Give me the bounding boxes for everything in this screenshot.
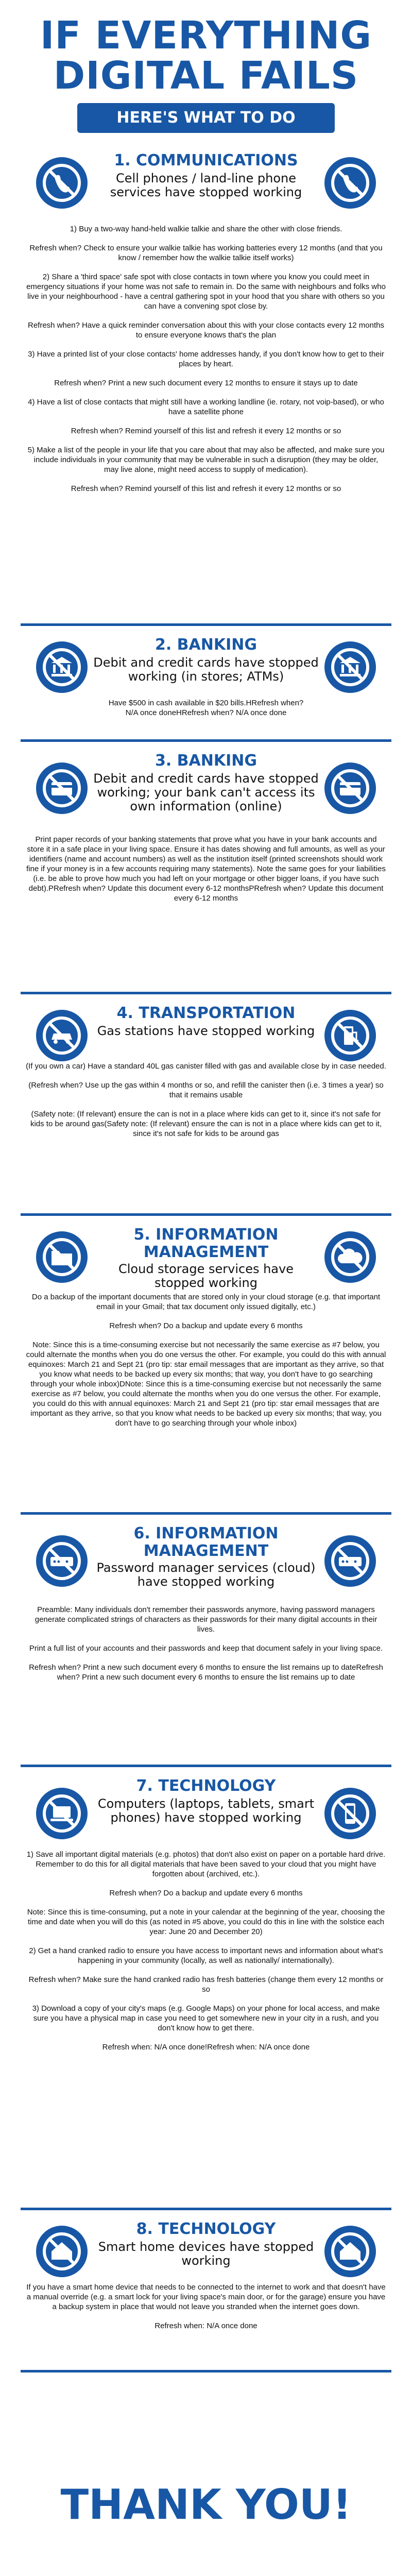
paragraph: Refresh when: N/A once done <box>154 2321 258 2330</box>
section-transportation <box>21 999 391 1216</box>
section-subtitle: Debit and credit cards have stopped working (in stores; ATMs) <box>93 655 319 684</box>
paragraph: Refresh when? Print a new such document every 6 months to ensure the list remains up to dateRefresh when? Print a new such document every 6 months to ensure the list remains up to date <box>29 1663 383 1682</box>
paragraph: 3) Download a copy of your city's maps (e.g. Google Maps) on your phone for local access, and make sure you have a physical map in case you need to get somewhere new in your city in a rush, and you don't know how to get there. <box>32 2004 380 2032</box>
section-title: 3. BANKING <box>154 752 258 770</box>
no-folder-icon <box>36 1231 88 1283</box>
section-body <box>26 1292 386 1437</box>
section-title: 5. INFORMATION MANAGEMENT <box>133 1226 279 1261</box>
section-divider <box>21 2370 391 2372</box>
no-password-icon <box>36 1535 88 1587</box>
no-card-icon <box>324 762 376 814</box>
no-car-icon <box>36 1010 88 1061</box>
section-body <box>26 1061 386 1148</box>
section-divider <box>21 739 391 742</box>
section-body <box>26 1605 386 1691</box>
page-subtitle-banner: HERE'S WHAT TO DO <box>77 103 335 133</box>
section-communications <box>21 147 391 621</box>
no-gas-icon <box>324 1010 376 1061</box>
section-subtitle: Smart home devices have stopped working <box>98 2240 314 2268</box>
section-title: 8. TECHNOLOGY <box>136 2220 276 2238</box>
section-subtitle: Gas stations have stopped working <box>97 1024 315 1038</box>
paragraph: 5) Make a list of the people in your life that you care about that may also be affected, and make sure you include individuals in your community that may be vulnerable in such a disruption (they may be older, may live alone, might need access to supply of medication). <box>27 446 385 474</box>
section-subtitle: Cell phones / land-line phone services have stopped working <box>110 171 302 199</box>
section-title: 1. COMMUNICATIONS <box>114 151 298 170</box>
section-subtitle: Debit and credit cards have stopped working; your bank can't access its own information (online) <box>93 771 319 814</box>
section-body <box>103 698 309 727</box>
paragraph: Refresh when? Have a quick reminder conversation about this with your close contacts every 12 months to ensure everyone knows that's the plan <box>27 321 384 340</box>
section-divider <box>21 2208 391 2210</box>
paragraph: 1) Buy a two-way hand-held walkie talkie and share the other with close friends. <box>70 225 342 233</box>
paragraph: 4) Have a list of close contacts that might still have a working landline (ie. rotary, not voip-based), or who have a satellite phone <box>28 398 384 416</box>
no-cloud-icon <box>324 1231 376 1283</box>
section-subtitle: Computers (laptops, tablets, smart phones) have stopped working <box>97 1797 315 1825</box>
paragraph: (Refresh when? Use up the gas within 4 months or so, and refill the canister then (i.e. 3 times a year) so that it remains usable <box>28 1081 384 1099</box>
no-phone-device-icon <box>324 1788 376 1839</box>
section-subtitle: Cloud storage services have stopped working <box>118 1262 294 1290</box>
section-divider <box>21 623 391 626</box>
section-title: 2. BANKING <box>154 636 258 654</box>
section-divider <box>21 1512 391 1515</box>
section-divider <box>21 1765 391 1767</box>
paragraph: Refresh when? Make sure the hand cranked radio has fresh batteries (change them every 12 months or so <box>28 1975 384 1994</box>
page-title: IF EVERYTHING DIGITAL FAILS <box>40 13 372 98</box>
section-technology-smart-home <box>21 2215 391 2442</box>
paragraph: 2) Get a hand cranked radio to ensure you have access to important news and information about what's happening in your community (locally, as well as nationally/ internationally). <box>29 1946 383 1965</box>
section-title: 6. INFORMATION MANAGEMENT <box>133 1524 279 1560</box>
no-laptop-icon <box>36 1788 88 1839</box>
paragraph: 2) Share a 'third space' safe spot with close contacts in town where you know you could meet in emergency situations if your home was not safe to remain in. Do the same with neighbours and folks who live in your neighbourhood - have a central gathering spot in your hood that you share with others so you can have a convening spot close by. <box>26 273 386 311</box>
no-bank-icon <box>324 641 376 693</box>
paragraph: Refresh when? Check to ensure your walkie talkie has working batteries every 12 months (and that you know / remember how the walkie talkie itself works) <box>29 244 383 262</box>
paragraph: Do a backup of the important documents that are stored only in your cloud storage (e.g. that important email in your Gmail; that tax document only issued digitally, etc.) <box>31 1293 381 1311</box>
no-home-icon <box>324 2226 376 2277</box>
section-divider <box>21 992 391 994</box>
paragraph: Refresh when? Do a backup and update every 6 months <box>109 1889 303 1897</box>
section-information-cloud <box>21 1221 391 1510</box>
section-subtitle: Password manager services (cloud) have stopped working <box>96 1561 316 1589</box>
paragraph: Refresh when: N/A once done!Refresh when: N/A once done <box>102 2043 310 2052</box>
section-body <box>26 2282 386 2340</box>
paragraph: Refresh when? Remind yourself of this list and refresh it every 12 months or so <box>71 427 341 435</box>
no-bank-icon <box>36 641 88 693</box>
paragraph: Refresh when? Do a backup and update every 6 months <box>109 1321 303 1330</box>
section-divider <box>21 1213 391 1216</box>
paragraph: (Safety note: (If relevant) ensure the can is not in a place where kids can get to it, since it's not safe for kids to be around gas(Safety note: (If relevant) ensure the can is not in a place where kids can get to it, since it's not safe for kids to be around gas <box>30 1110 382 1138</box>
no-phone-icon <box>36 157 88 209</box>
section-title: 4. TRANSPORTATION <box>116 1004 296 1022</box>
section-banking-online <box>21 747 391 989</box>
paragraph: Print a full list of your accounts and their passwords and keep that document safely in your living space. <box>29 1644 383 1653</box>
no-card-icon <box>36 762 88 814</box>
paragraph: (If you own a car) Have a standard 40L gas canister filled with gas and available close by in case needed. <box>26 1062 386 1071</box>
section-body <box>26 224 386 503</box>
section-body <box>26 835 386 912</box>
paragraph: Print paper records of your banking statements that prove what you have in your bank accounts and store it in a safe place in your living space. Ensure it has dates showing and full amounts, as well as your identifiers (name and account numbers) as well as the institution itself (printed screenshots should work fine if your money is in a few accounts requiring many statements). Note the same goes for your liabilities (i.e. be able to prove how much you had left on your mortgage or other bigger loans, if you have such debt).PRefresh when? Update this document every 6-12 monthsPRefresh when? Update this document every 6-12 months <box>26 835 386 903</box>
thank-you-footer: THANK YOU! <box>60 2481 352 2529</box>
paragraph: Note: Since this is a time-consuming exercise but not necessarily the same exercise as #7 below, you could alternate the months when you do one versus the other. For example, you could do this with annual equinoxes: March 21 and Sept 21 (pro tip: star email messages that are important as they arrive, so that you know what needs to be backed up every six months; that way, you don't have to go searching through your whole inbox)DNote: Since this is a time-consuming exercise but not necessarily the same exercise as #7 below, you could alternate the months when you do one versus the other. For example, you could do this with annual equinoxes: March 21 and Sept 21 (pro tip: star email messages that are important as they arrive, so that you know what needs to be backed up every six months; that way, you don't have to go searching through your whole inbox) <box>26 1341 386 1428</box>
paragraph: Preamble: Many individuals don't remember their passwords anymore, having password managers generate complicated strings of characters as their passwords for their many digital accounts in their lives. <box>35 1605 377 1634</box>
paragraph: Refresh when? Remind yourself of this list and refresh it every 12 months or so <box>71 484 341 493</box>
section-information-passwords <box>21 1520 391 1762</box>
section-body <box>26 1850 386 2061</box>
paragraph: 3) Have a printed list of your close contacts' home addresses handy, if you don't know how to get to their places by heart. <box>28 350 384 368</box>
paragraph: 1) Save all important digital materials (e.g. photos) that don't also exist on paper on a portable hard drive. Remember to do this for all digital materials that have been saved to your cloud that you might have forgotten about (archived, etc.). <box>26 1850 386 1878</box>
paragraph: Have $500 in cash available in $20 bills.HRefresh when? N/A once doneHRefresh when? N/A once done <box>108 699 304 717</box>
no-home-icon <box>36 2226 88 2277</box>
no-password-icon <box>324 1535 376 1587</box>
paragraph: Refresh when? Print a new such document every 12 months to ensure it stays up to date <box>54 379 358 387</box>
paragraph: Note: Since this is time-consuming, put a note in your calendar at the beginning of the year, choosing the time and date when you will do this (as noted in #5 above, you could do this in line with the solstice each year: June 20 and December 20) <box>27 1908 385 1936</box>
section-banking-cards <box>21 631 391 744</box>
section-technology-computers <box>21 1772 391 2210</box>
no-phone-icon <box>324 157 376 209</box>
paragraph: If you have a smart home device that needs to be connected to the internet to work and that doesn't have a manual override (e.g. a smart lock for your living space's main door, or for the garage) ensure you have a backup system in place that would not leave you stranded when the internet goes down. <box>26 2283 386 2311</box>
section-title: 7. TECHNOLOGY <box>136 1777 276 1795</box>
